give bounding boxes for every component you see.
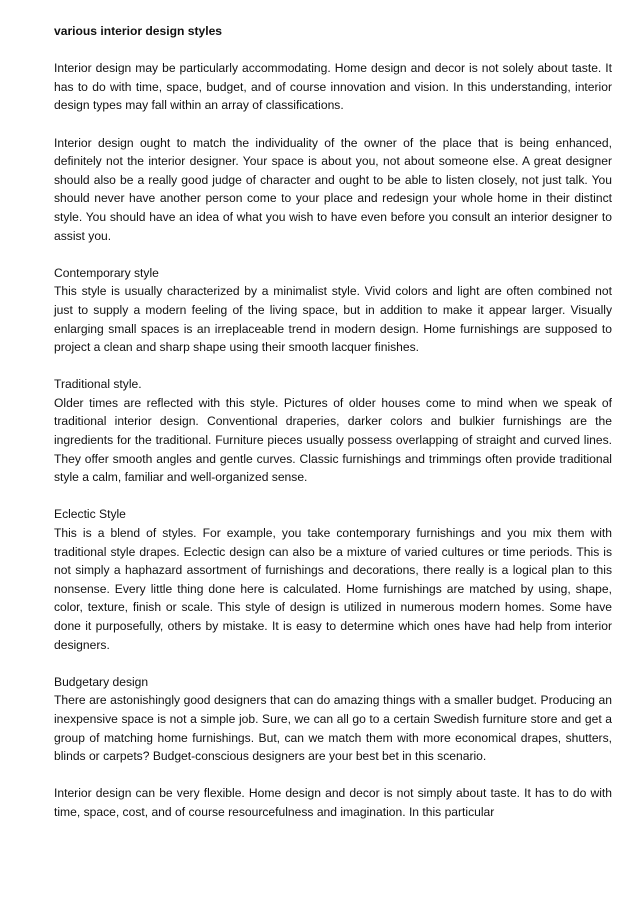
section-body: This is a blend of styles. For example, you take contemporary furnishings and you mix them with traditional style drapes. Eclectic design can also be a mixture of varied cultures or time periods. This is not simply a haphazard assortment of furnishings and decorations, there really is a logical plan to this nonsense. Every little thing done here is calculated. Home furnishings are matched by using, shape, color, texture, finish or scale. This style of design is utilized in numerous modern homes. Some have done it purposefully, others by mistake. It is easy to determine which ones have had help from interior designers. [54,526,612,652]
section-body: Older times are reflected with this style. Pictures of older houses come to mind when we speak of traditional interior design. Conventional draperies, darker colors and bulkier furnishings are the ingredients for the traditional. Furniture pieces usually possess overlapping of straight and curved lines. They offer smooth angles and gentle curves. Classic furnishings and trimmings often provide traditional style a calm, familiar and well-organized sense. [54,395,612,485]
section-heading: Budgetary design [54,674,149,689]
section-heading: Traditional style. [54,377,142,392]
section-body: This style is usually characterized by a minimalist style. Vivid colors and light are often combined not just to supply a modern feeling of the living space, but in addition to make it appear larger. Visually enlarging small spaces is an irreplaceable trend in modern design. Home furnishings are supposed to project a clean and sharp shape using their smooth lacquer finishes. [54,284,612,355]
section-body: There are astonishingly good designers that can do amazing things with a smaller budget. Producing an inexpensive space is not a simple job. Sure, we can all go to a certain Swedish furniture store and get a group of matching home furnishings. But, can we match them with more economical drapes, shutters, blinds or carpets? Budget-conscious designers are your best bet in this scenario. [54,693,612,764]
document-title: various interior design styles [54,24,223,38]
document-page [54,22,612,822]
section-traditional-style [54,375,612,487]
section-budgetary-design [54,673,612,766]
section-heading: Contemporary style [54,265,159,280]
intro-paragraph-1: Interior design may be particularly accommodating. Home design and decor is not solely about taste. It has to do with time, space, budget, and of course innovation and vision. In this understanding, interior design types may fall within an array of classifications. [54,61,612,113]
section-heading: Eclectic Style [54,507,126,522]
intro-paragraph-2: Interior design ought to match the individuality of the owner of the place that is being enhanced, definitely not the interior designer. Your space is about you, not about someone else. A great designer should also be a really good judge of character and ought to be able to listen closely, not just talk. You should never have another person come to your place and redesign your whole home in their distinct style. You should have an idea of what you wish to have even before you consult an interior designer to assist you. [54,135,612,243]
section-eclectic-style [54,505,612,654]
closing-paragraph: Interior design can be very flexible. Home design and decor is not simply about taste. It has to do with time, space, cost, and of course resourcefulness and imagination. In this particular [54,786,612,819]
section-contemporary-style [54,264,612,357]
